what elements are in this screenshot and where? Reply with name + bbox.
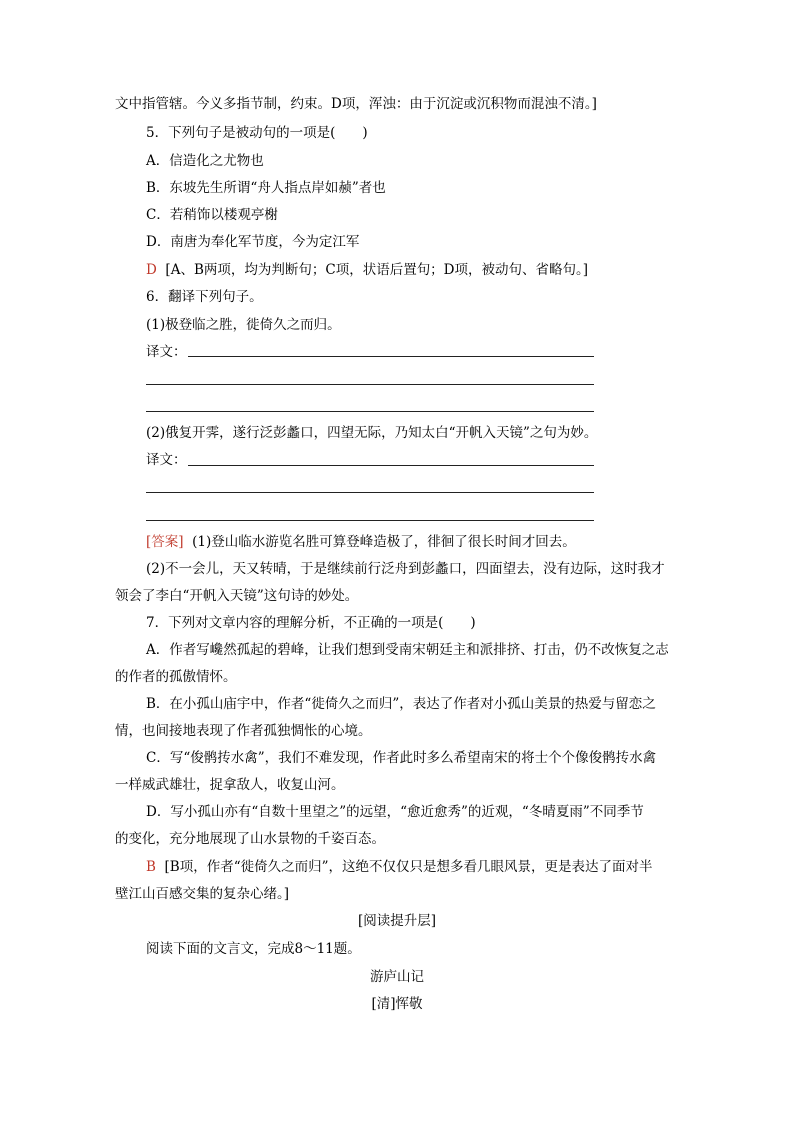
passage-author: [清]恽敬: [371, 996, 423, 1012]
option-5a: A．信造化之尤物也: [146, 153, 264, 169]
reading-instruction: 阅读下面的文言文，完成8～11题。: [146, 941, 361, 957]
answer-5: [146, 261, 588, 279]
sentence-6-2: (2)俄复开霁，遂行泛彭蠡口，四望无际，乃知太白“开帆入天镜”之句为妙。: [146, 425, 598, 441]
answer-6-1: [146, 533, 576, 551]
answer-blank-line[interactable]: [146, 520, 594, 521]
translation-label: 译文：: [146, 344, 187, 360]
answer-blank-line[interactable]: [146, 411, 594, 412]
option-7a-cont: 的作者的孤傲情怀。: [115, 669, 237, 685]
option-7d: D．写小孤山亦有“自数十里望之”的远望，“愈近愈秀”的近观，“冬晴夏雨”不同季节: [146, 804, 644, 820]
text-line: 文中指管辖。今义多指节制，约束。D项，浑浊：由于沉淀或沉积物而混浊不清。]: [115, 96, 597, 112]
answer-explanation: [B项，作者“徙倚久之而归”，这绝不仅仅只是想多看几眼风景，更是表达了面对半: [164, 859, 653, 875]
passage-title: 游庐山记: [370, 969, 424, 985]
option-5d: D．南唐为奉化军节度，今为定江军: [146, 234, 360, 250]
option-7b: B．在小孤山庙宇中，作者“徙倚久之而归”，表达了作者对小孤山美景的热爱与留恋之: [146, 696, 656, 712]
answer-6-2-cont: 领会了李白“开帆入天镜”这句诗的妙处。: [115, 588, 359, 604]
option-7d-cont: 的变化，充分地展现了山水景物的千姿百态。: [115, 831, 385, 847]
section-heading: [阅读提升层]: [357, 913, 437, 929]
option-7a: A．作者写巉然孤起的碧峰，让我们想到受南宋朝廷主和派排挤、打击，仍不改恢复之志: [146, 642, 669, 658]
answer-explanation: [A、B两项，均为判断句；C项，状语后置句；D项，被动句、省略句。]: [165, 262, 589, 278]
answer-blank-line[interactable]: [188, 465, 594, 466]
question-5: 5．下列句子是被动句的一项是( ): [146, 125, 368, 141]
question-6: 6．翻译下列句子。: [146, 289, 263, 305]
answer-blank-line[interactable]: [146, 384, 594, 385]
answer-letter: B: [146, 859, 156, 875]
sentence-6-1: (1)极登临之胜，徙倚久之而归。: [146, 317, 341, 333]
option-7c-cont: 一样威武雄壮，捉拿敌人，收复山河。: [115, 777, 345, 793]
option-7c: C．写“俊鹘抟水禽”，我们不难发现，作者此时多么希望南宋的将士个个像俊鹘抟水禽: [146, 750, 657, 766]
answer-6-2: (2)不一会儿，天又转晴，于是继续前行泛舟到彭蠡口，四面望去，没有边际，这时我才: [146, 561, 665, 577]
option-5c: C．若稍饰以楼观亭榭: [146, 207, 278, 223]
option-5b: B．东坡先生所谓“舟人指点岸如赪”者也: [146, 180, 386, 196]
answer-blank-line[interactable]: [146, 492, 594, 493]
answer-label: [答案]: [146, 534, 184, 550]
translation-label: 译文：: [146, 452, 187, 468]
question-7: 7．下列对文章内容的理解分析，不正确的一项是( ): [146, 615, 476, 631]
answer-letter: D: [146, 262, 157, 278]
answer-blank-line[interactable]: [188, 356, 594, 357]
option-7b-cont: 情，也间接地表现了作者孤独惆怅的心境。: [115, 723, 372, 739]
answer-text: (1)登山临水游览名胜可算登峰造极了，徘徊了很长时间才回去。: [192, 534, 576, 550]
answer-7-cont: 壁江山百感交集的复杂心绪。]: [115, 886, 290, 902]
answer-7: [146, 858, 653, 876]
